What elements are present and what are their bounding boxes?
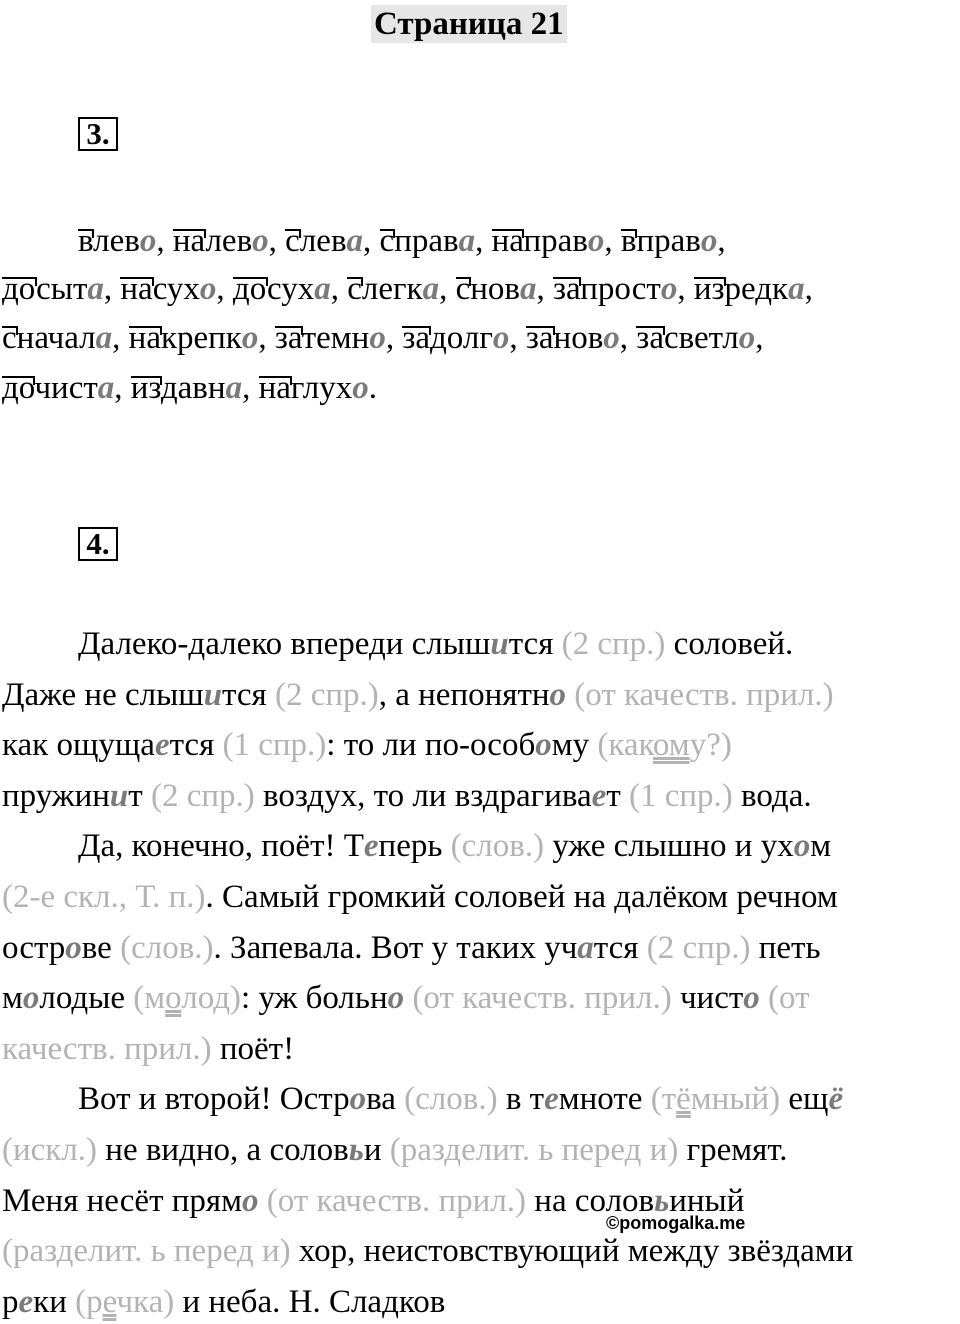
prefix: за [525,320,554,356]
suffix: о [738,320,756,356]
text: ки [33,1284,76,1320]
task-4-line [78,826,831,866]
text: вода. [732,778,812,814]
punctuation: , [363,223,380,259]
root: легк [361,271,423,307]
word [285,223,363,259]
word [621,223,717,259]
highlighted-letter: о [535,727,552,763]
text: остр [2,930,66,966]
highlighted-letter: о [793,828,811,864]
suffix: о [369,320,386,356]
prefix: с [347,271,362,307]
annotation: (разделит. ь перед и) [389,1132,679,1168]
suffix: а [87,271,104,307]
text: чист [671,980,744,1016]
suffix: о [241,320,259,356]
task-3-line [2,318,763,358]
word [492,223,605,259]
word [120,271,216,307]
text: м [810,828,832,864]
annotation-underlined: ё [676,1081,691,1117]
prefix: с [285,223,300,259]
suffix: а [97,370,115,406]
annotation: (слов.) [120,930,214,966]
prefix: за [402,320,430,356]
suffix: а [314,271,331,307]
highlighted-letter: е [544,1081,559,1117]
highlighted-letter: е [363,828,379,864]
highlighted-letter: о [22,980,40,1016]
punctuation: , [619,320,637,356]
task-3-line [78,221,726,261]
prefix: на [491,223,524,259]
root: лев [93,223,140,259]
text: тся [169,727,223,763]
suffix: а [95,320,113,356]
text: перь [378,828,451,864]
task-4-line [2,928,821,968]
punctuation: , [536,271,553,307]
root: лев [205,223,253,259]
text: Меня несёт прям [2,1183,242,1219]
root: темн [301,320,370,356]
text: тся [593,930,647,966]
word [78,223,156,259]
task-4-line [2,1282,445,1322]
text: и [363,1132,390,1168]
suffix: а [458,223,476,259]
highlighted-letter: е [18,1284,34,1320]
text: в т [497,1081,545,1117]
root: светл [663,320,739,356]
word [636,320,755,356]
suffix: о [603,320,620,356]
root: лев [299,223,347,259]
word [259,370,369,406]
annotation: (2 спр.) [646,930,751,966]
word [456,271,537,307]
prefix: на [120,271,153,307]
task-4-line [78,1079,843,1119]
text: Вот и второй! Остр [78,1081,350,1117]
text: поёт! [211,1031,295,1067]
text: т [128,778,151,814]
suffix: о [352,370,369,406]
text: хор, неистовствующий между звёздами [290,1233,854,1269]
suffix: о [199,271,217,307]
highlighted-letter: ь [348,1132,364,1168]
prefix: в [78,223,94,259]
highlighted-letter: е [591,778,607,814]
text: гремят. [678,1132,788,1168]
suffix: а [788,271,805,307]
prefix: на [258,370,291,406]
root: начал [16,320,96,356]
text: и неба. Н. Сладков [174,1284,446,1320]
prefix: из [693,271,725,307]
prefix: с [2,320,17,356]
word [275,320,386,356]
root: давн [160,370,226,406]
suffix: о [700,223,718,259]
highlighted-letter: а [577,930,594,966]
text: на солов [526,1183,655,1219]
root: чист [34,370,98,406]
prefix: в [620,223,637,259]
root: прав [636,223,701,259]
text: ещ [780,1081,829,1117]
text: тся [222,677,275,713]
highlighted-letter: и [109,778,129,814]
text: воздух, то ли вздрагива [254,778,592,814]
text: мноте [558,1081,651,1117]
annotation: (2-е скл., Т. п.) [2,879,206,915]
highlighted-letter: о [387,980,405,1016]
prefix: с [379,223,395,259]
prefix: на [128,320,161,356]
punctuation: , [677,271,694,307]
text [258,1183,266,1219]
annotation: (м [133,980,166,1016]
highlighted-letter: о [349,1081,367,1117]
text: петь [750,930,821,966]
text: , а непонятн [378,677,550,713]
annotation: (от качеств. прил.) [266,1183,527,1219]
punctuation: , [103,271,121,307]
prefix: за [274,320,302,356]
word [2,320,112,356]
page-title: Страница 21 [371,5,567,43]
highlighted-letter: ё [828,1081,844,1117]
annotation: (2 спр.) [274,677,379,713]
text: . Запевала. Вот у таких уч [213,930,578,966]
text: р [2,1284,19,1320]
text: как ощуща [2,727,155,763]
word [380,223,476,259]
root: сух [267,271,315,307]
annotation: у?) [689,727,732,763]
punctuation: . [368,370,377,406]
task-4-number: 4. [78,527,118,561]
text: уже слышно и ух [544,828,794,864]
suffix: о [587,223,605,259]
task-4-line [2,1130,788,1170]
punctuation: , [268,223,286,259]
prefix: из [130,370,161,406]
highlighted-letter: о [65,930,82,966]
suffix: а [520,271,537,307]
word [129,320,259,356]
suffix: о [252,223,269,259]
root: долг [430,320,493,356]
root: крепк [160,320,242,356]
suffix: о [492,320,510,356]
text: пружин [2,778,110,814]
suffix: о [139,223,157,259]
punctuation: , [755,320,764,356]
text: Да, конечно, поёт! Т [78,828,364,864]
highlighted-letter: е [154,727,170,763]
punctuation: , [475,223,492,259]
task-3-line [2,269,813,309]
highlighted-letter: о [743,980,760,1016]
word [131,370,242,406]
punctuation: , [330,271,348,307]
punctuation: , [242,370,259,406]
punctuation: , [216,271,233,307]
annotation: (слов.) [404,1081,498,1117]
root: прав [523,223,588,259]
punctuation: , [112,320,129,356]
annotation: (р [75,1284,103,1320]
prefix: на [172,223,206,259]
punctuation: , [604,223,621,259]
root: нов [553,320,604,356]
punctuation: , [717,223,726,259]
task-4-line [78,624,793,664]
text: : уж больн [241,980,388,1016]
prefix: с [455,271,471,307]
punctuation: , [258,320,275,356]
text: Далеко-далеко впереди слыш [78,626,491,662]
task-4-line [2,978,810,1018]
word [173,223,269,259]
task-4-line [2,1231,853,1271]
task-4-line [2,675,834,715]
annotation-underlined: е [102,1284,117,1320]
annotation: лод) [181,980,242,1016]
text: ве [81,930,121,966]
annotation: (1 спр.) [628,778,733,814]
annotation: (от качеств. прил.) [412,980,672,1016]
annotation: (слов.) [450,828,545,864]
annotation-underlined: ом [652,727,690,763]
text: иный [669,1183,745,1219]
text: . Самый громкий соловей на далёком речном [205,879,838,915]
annotation: (2 спр.) [561,626,666,662]
word [347,271,439,307]
punctuation: , [509,320,526,356]
annotation: (от качеств. прил.) [574,677,834,713]
task-4-line [2,725,732,765]
watermark: ©pomogalka.me [606,1213,746,1233]
task-4-line [2,877,838,917]
root: нов [470,271,520,307]
text: соловей. [665,626,794,662]
text: тся [508,626,562,662]
highlighted-letter: о [241,1183,259,1219]
punctuation: , [804,271,813,307]
prefix: за [553,271,581,307]
word [2,271,104,307]
root: прост [580,271,661,307]
punctuation: , [439,271,456,307]
punctuation: , [385,320,403,356]
annotation-underlined: о [165,980,182,1016]
root: редк [724,271,789,307]
suffix: а [422,271,440,307]
text: лодые [39,980,134,1016]
task-4-line [2,1029,294,1069]
annotation: чка) [116,1284,175,1320]
task-3-line [2,368,377,408]
text: м [2,980,23,1016]
text: : то ли по-особ [326,727,536,763]
annotation: (как [597,727,653,763]
text: му [551,727,598,763]
annotation: (разделит. ь перед и) [2,1233,291,1269]
punctuation: , [114,370,131,406]
text [760,980,768,1016]
prefix: до [232,271,268,307]
root: глух [290,370,353,406]
word [233,271,331,307]
word [2,370,114,406]
word [402,320,509,356]
suffix: о [660,271,678,307]
task-4-line [2,776,812,816]
annotation: (т [650,1081,677,1117]
prefix: до [2,370,35,406]
root: прав [394,223,459,259]
annotation: качеств. прил.) [2,1031,212,1067]
task-3-number: 3. [78,117,118,151]
word [526,320,620,356]
word [553,271,677,307]
highlighted-letter: ь [654,1183,670,1219]
prefix: за [636,320,664,356]
highlighted-letter: и [203,677,223,713]
prefix: до [2,271,37,307]
text: т [606,778,629,814]
annotation: (искл.) [2,1132,98,1168]
root: сыт [36,271,88,307]
root: сух [152,271,200,307]
word [694,271,805,307]
text: не видно, а солов [97,1132,349,1168]
suffix: а [346,223,364,259]
highlighted-letter: о [549,677,567,713]
annotation: мный) [690,1081,781,1117]
text: ва [366,1081,405,1117]
suffix: а [225,370,243,406]
text: Даже не слыш [2,677,204,713]
highlighted-letter: и [490,626,509,662]
annotation: (от [768,980,810,1016]
punctuation: , [156,223,173,259]
annotation: (1 спр.) [222,727,327,763]
annotation: (2 спр.) [150,778,255,814]
